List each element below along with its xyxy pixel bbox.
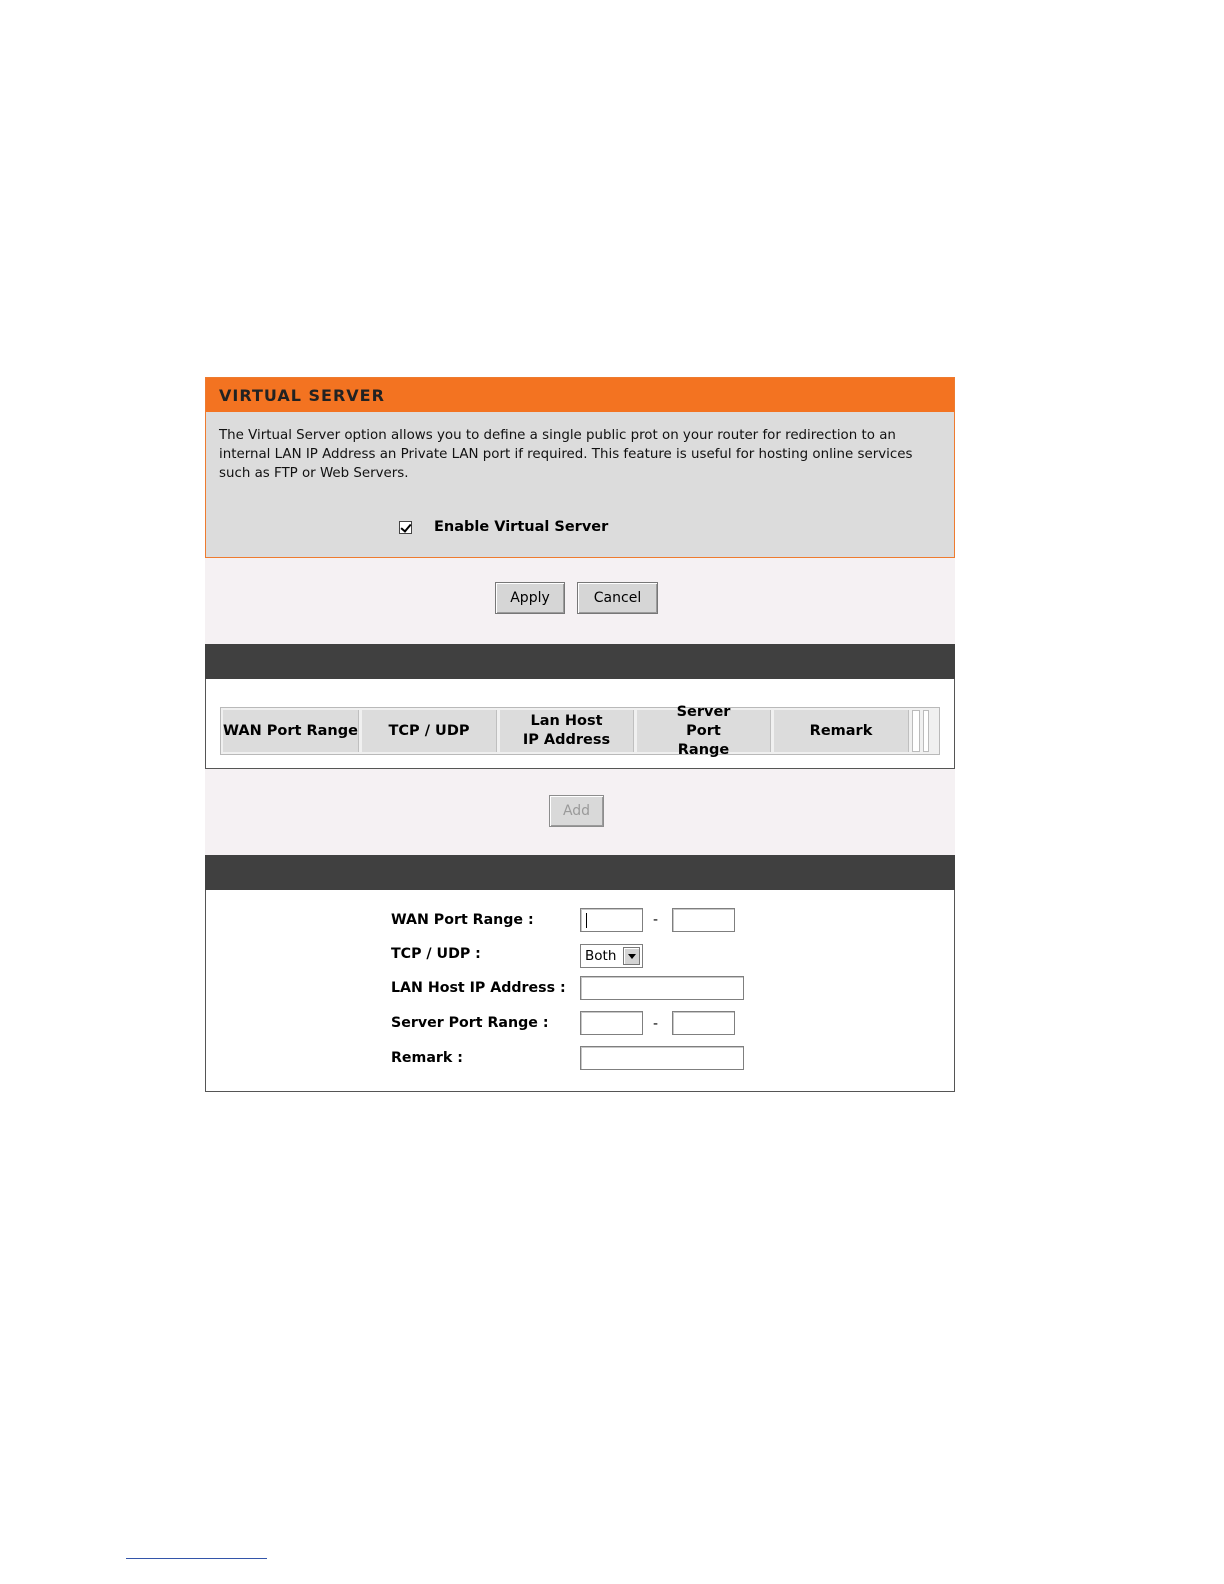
tcp-udp-label: TCP / UDP :: [391, 946, 481, 962]
form-section-header: [205, 855, 955, 890]
section-description: The Virtual Server option allows you to define a single public prot on your router for redirection to an internal LAN IP Address an Private LAN port if required. This feature is useful for hosting online services such as FTP or Web Servers.: [219, 428, 913, 481]
server-port-start-input[interactable]: [580, 1011, 643, 1035]
virtual-server-panel: [205, 377, 955, 1092]
virtual-server-box: [205, 377, 955, 558]
column-header-wan-port-range: WAN Port Range: [223, 710, 359, 752]
enable-virtual-server-row: [399, 519, 608, 535]
chevron-down-icon[interactable]: [623, 947, 640, 965]
wan-port-range-separator: -: [653, 912, 659, 928]
section-title: VIRTUAL SERVER: [206, 378, 954, 412]
virtual-server-table-box: [205, 679, 955, 769]
wan-port-start-input[interactable]: [580, 908, 643, 932]
server-port-range-separator: -: [653, 1016, 659, 1032]
lan-host-ip-input[interactable]: [580, 976, 744, 1000]
column-header-server-port-range: Server Port Range: [637, 710, 771, 752]
add-bar: [205, 769, 955, 855]
column-header-tcp-udp: TCP / UDP: [362, 710, 497, 752]
wan-port-end-input[interactable]: [672, 908, 735, 932]
enable-virtual-server-checkbox[interactable]: [399, 521, 412, 534]
table-section-header: [205, 644, 955, 679]
server-port-range-label: Server Port Range :: [391, 1015, 549, 1031]
table-scrollbar-track: [923, 710, 929, 752]
server-port-end-input[interactable]: [672, 1011, 735, 1035]
table-scrollbar[interactable]: [912, 710, 920, 752]
footnote-divider: [126, 1558, 267, 1559]
column-header-lan-host-ip: Lan Host IP Address: [500, 710, 634, 752]
tcp-udp-selected-value: Both: [585, 948, 617, 964]
remark-label: Remark :: [391, 1050, 463, 1066]
apply-button[interactable]: Apply: [495, 582, 565, 614]
add-button[interactable]: Add: [549, 795, 604, 827]
text-caret: [586, 913, 587, 928]
lan-host-ip-label: LAN Host IP Address :: [391, 980, 566, 996]
wan-port-range-label: WAN Port Range :: [391, 912, 534, 928]
virtual-server-table: [220, 703, 940, 758]
enable-virtual-server-label: Enable Virtual Server: [434, 519, 609, 535]
apply-cancel-bar: [205, 558, 955, 644]
add-rule-form: [205, 890, 955, 1092]
column-header-remark: Remark: [774, 710, 909, 752]
tcp-udp-select[interactable]: [580, 944, 643, 968]
remark-input[interactable]: [580, 1046, 744, 1070]
cancel-button[interactable]: Cancel: [577, 582, 658, 614]
